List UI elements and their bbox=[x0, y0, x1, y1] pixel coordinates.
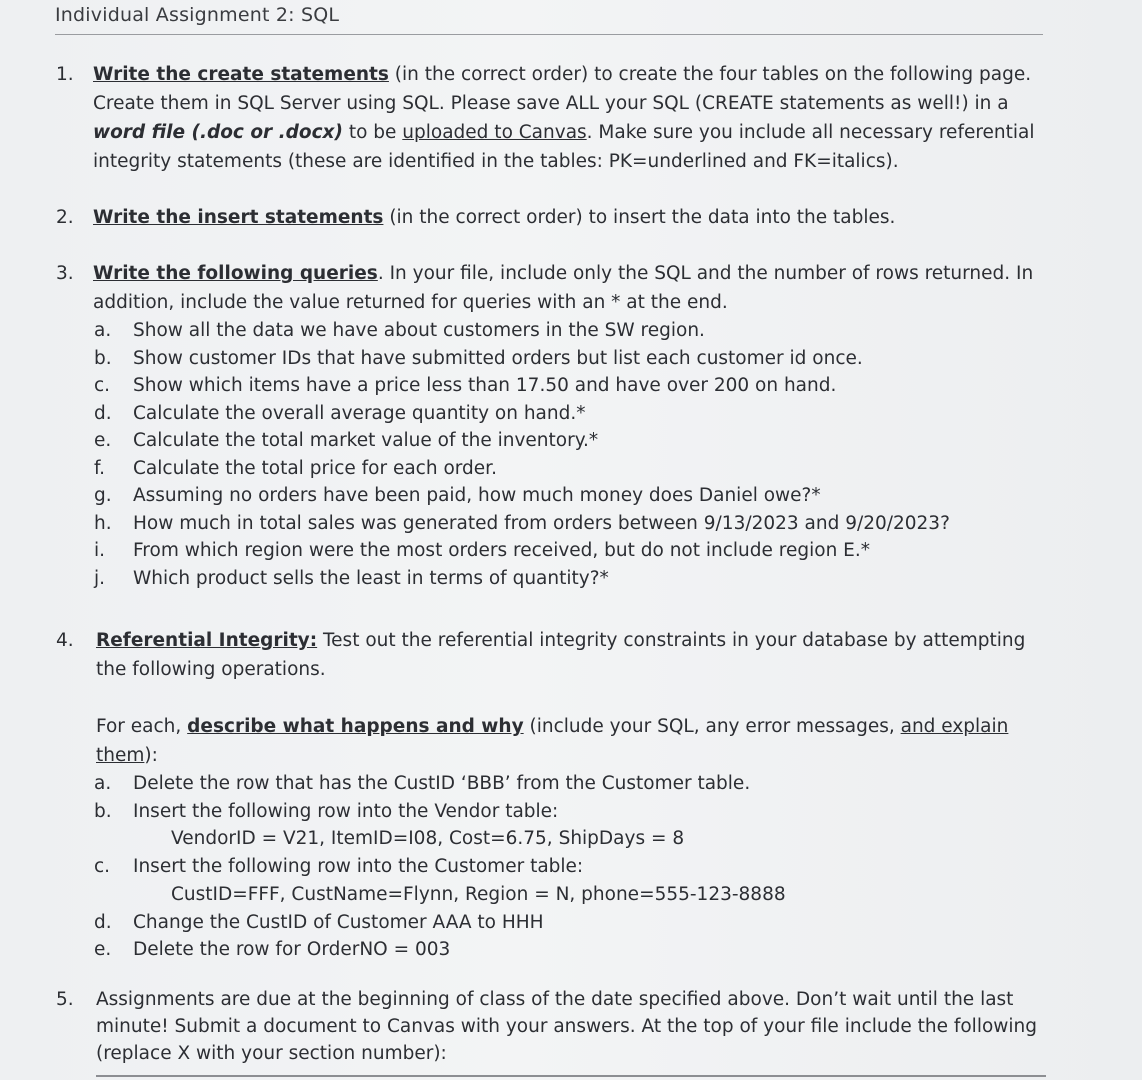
operation-e bbox=[56, 936, 1041, 964]
question-1-text-2: to be bbox=[342, 122, 403, 143]
operation-c-text: Insert the following row into the Customer table: bbox=[133, 856, 584, 877]
query-f-letter: f. bbox=[94, 457, 106, 479]
instructions-emphasis: describe what happens and why bbox=[187, 716, 524, 737]
query-h bbox=[56, 510, 1041, 538]
question-4-lead: Referential Integrity: bbox=[96, 630, 318, 651]
query-j-text: Which product sells the least in terms of quantity?* bbox=[133, 567, 609, 589]
query-e bbox=[56, 427, 1041, 455]
question-1-body bbox=[93, 60, 1041, 176]
instructions-explain: and explain them bbox=[96, 716, 1009, 766]
question-1-text-1: (in the correct order) to create the four tables on the following page. Create them in SQL Server using SQL. Please save ALL your SQL (CREATE statements as well!) in a bbox=[93, 64, 1032, 114]
query-d-text: Calculate the overall average quantity on hand.* bbox=[133, 402, 586, 424]
operation-c-letter: c. bbox=[94, 856, 111, 877]
question-1-canvas: uploaded to Canvas bbox=[402, 122, 587, 143]
question-4 bbox=[56, 626, 1041, 964]
query-b bbox=[56, 345, 1041, 373]
operation-b-letter: b. bbox=[94, 800, 112, 822]
question-2-body bbox=[93, 203, 1041, 232]
document-title: Individual Assignment 2: SQL bbox=[55, 4, 340, 26]
question-2-text: (in the correct order) to insert the data into the tables. bbox=[383, 207, 896, 228]
operation-b-text: Insert the following row into the Vendor table: bbox=[133, 800, 559, 822]
operation-e-text: Delete the row for OrderNO = 003 bbox=[133, 939, 451, 960]
operation-a-letter: a. bbox=[94, 773, 112, 794]
question-5 bbox=[56, 986, 1041, 1067]
question-4-body bbox=[96, 626, 1041, 684]
query-a-letter: a. bbox=[94, 320, 112, 341]
instructions-text-3: ): bbox=[144, 745, 158, 766]
operation-c-detail: CustID=FFF, CustName=Flynn, Region = N, phone=555-123-8888 bbox=[171, 883, 786, 905]
query-a bbox=[56, 317, 1041, 345]
query-g bbox=[56, 482, 1041, 510]
query-i-text: From which region were the most orders received, but do not include region E.* bbox=[133, 540, 871, 561]
question-3-body bbox=[93, 259, 1041, 317]
query-c bbox=[56, 372, 1041, 400]
query-g-text: Assuming no orders have been paid, how much money does Daniel owe?* bbox=[133, 485, 821, 506]
question-4-text: Test out the referential integrity constraints in your database by attempting the following operations. bbox=[96, 630, 1026, 680]
question-4-number: 4. bbox=[56, 630, 74, 651]
query-a-text: Show all the data we have about customers in the SW region. bbox=[133, 320, 705, 341]
question-3-lead: Write the following queries bbox=[93, 263, 378, 284]
query-i bbox=[56, 537, 1041, 565]
operation-b bbox=[56, 798, 1041, 854]
query-f bbox=[56, 455, 1041, 483]
question-1-word-file: word file (.doc or .docx) bbox=[93, 122, 343, 143]
question-1 bbox=[56, 60, 1041, 176]
operation-d bbox=[56, 909, 1041, 937]
query-c-text: Show which items have a price less than 17.50 and have over 200 on hand. bbox=[133, 375, 837, 396]
query-j bbox=[56, 565, 1041, 593]
operation-a-text: Delete the row that has the CustID ‘BBB’ from the Customer table. bbox=[133, 773, 751, 794]
query-g-letter: g. bbox=[94, 485, 112, 506]
question-2 bbox=[56, 203, 1041, 232]
query-d-letter: d. bbox=[94, 402, 112, 424]
operation-e-letter: e. bbox=[94, 939, 112, 960]
question-5-number: 5. bbox=[56, 989, 74, 1010]
operation-c bbox=[56, 853, 1041, 909]
question-2-number: 2. bbox=[56, 207, 74, 228]
query-e-text: Calculate the total market value of the inventory.* bbox=[133, 430, 599, 451]
query-c-letter: c. bbox=[94, 375, 111, 396]
question-3 bbox=[56, 259, 1041, 592]
question-1-number: 1. bbox=[56, 64, 74, 85]
query-f-text: Calculate the total price for each order. bbox=[133, 457, 497, 479]
operation-d-text: Change the CustID of Customer AAA to HHH bbox=[133, 911, 544, 933]
question-1-lead: Write the create statements bbox=[93, 64, 389, 85]
query-i-letter: i. bbox=[94, 540, 106, 561]
operation-b-detail: VendorID = V21, ItemID=I08, Cost=6.75, ShipDays = 8 bbox=[171, 828, 685, 849]
instructions-text-1: For each, bbox=[96, 716, 188, 737]
query-h-letter: h. bbox=[94, 512, 112, 534]
query-h-text: How much in total sales was generated from orders between 9/13/2023 and 9/20/2023? bbox=[133, 512, 950, 534]
query-b-letter: b. bbox=[94, 347, 112, 369]
question-2-lead: Write the insert statements bbox=[93, 207, 384, 228]
bottom-divider bbox=[96, 1075, 1046, 1077]
question-3-text: . In your file, include only the SQL and the number of rows returned. In addition, include the value returned for queries with an * at the end. bbox=[93, 263, 1034, 313]
question-1-text-3: . Make sure you include all necessary referential integrity statements (these are identified in the tables: PK=underlined and FK=italics). bbox=[93, 122, 1035, 172]
question-5-text: Assignments are due at the beginning of class of the date specified above. Don’t wait until the last minute! Submit a document to Canvas with your answers. At the top of your file include the following (replace X with your section number): bbox=[96, 989, 1038, 1064]
instructions-text-2: (include your SQL, any error messages, bbox=[523, 716, 901, 737]
title-divider bbox=[55, 34, 1043, 35]
question-4-instructions bbox=[96, 712, 1041, 770]
query-j-letter: j. bbox=[94, 567, 106, 589]
operation-a bbox=[56, 770, 1041, 798]
query-b-text: Show customer IDs that have submitted orders but list each customer id once. bbox=[133, 347, 863, 369]
question-3-number: 3. bbox=[56, 263, 74, 284]
query-e-letter: e. bbox=[94, 430, 112, 451]
operation-d-letter: d. bbox=[94, 911, 112, 933]
query-d bbox=[56, 400, 1041, 428]
